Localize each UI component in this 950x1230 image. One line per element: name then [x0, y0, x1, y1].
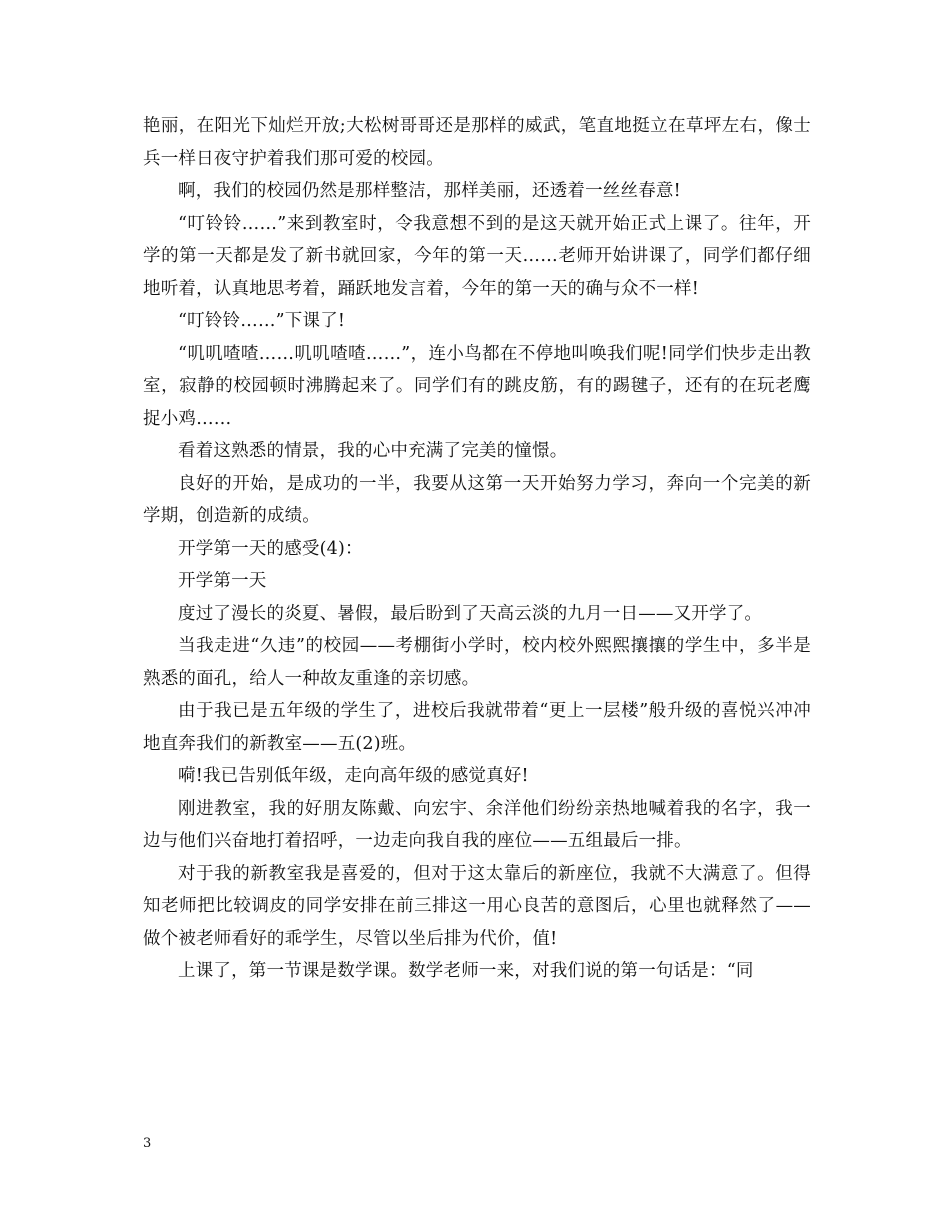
- paragraph-1: 艳丽，在阳光下灿烂开放;大松树哥哥还是那样的威武，笔直地挺立在草坪左右，像士兵一样日夜守护着我们那可爱的校园。: [143, 116, 811, 169]
- page-number: 3: [143, 1136, 152, 1151]
- paragraph-15: 对于我的新教室我是喜爱的，但对于这太靠后的新座位，我就不大满意了。但得知老师把比较调皮的同学安排在前三排这一用心良苦的意图后，心里也就释然了——做个被老师看好的乖学生，尽管以坐后排为代价，值!: [143, 863, 811, 949]
- paragraph-14: 刚进教室，我的好朋友陈戴、向宏宇、余洋他们纷纷亲热地喊着我的名字，我一边与他们兴奋地打着招呼，一边走向我自我的座位——五组最后一排。: [143, 798, 811, 851]
- paragraph-3: “叮铃铃……”来到教室时，令我意想不到的是这天就开始正式上课了。往年，开学的第一天都是发了新书就回家，今年的第一天……老师开始讲课了，同学们都仔细地听着，认真地思考着，踊跃地发言着，今年的第一天的确与众不一样!: [143, 213, 811, 299]
- paragraph-7: 良好的开始，是成功的一半，我要从这第一天开始努力学习，奔向一个完美的新学期，创造新的成绩。: [143, 473, 811, 526]
- paragraph-6: 看着这熟悉的情景，我的心中充满了完美的憧憬。: [178, 441, 568, 461]
- paragraph-2: 啊，我们的校园仍然是那样整洁，那样美丽，还透着一丝丝春意!: [178, 181, 681, 201]
- document-body: [143, 110, 811, 988]
- paragraph-13: 嗬!我已告别低年级，走向高年级的感觉真好!: [178, 766, 529, 786]
- section-heading: 开学第一天的感受(4)：: [178, 538, 363, 559]
- paragraph-12: 由于我已是五年级的学生了，进校后我就带着“更上一层楼”般升级的喜悦兴冲冲地直奔我们的新教室——五(2)班。: [143, 701, 811, 754]
- paragraph-4: “叮铃铃……”下课了!: [178, 311, 346, 331]
- paragraph-5: “叽叽喳喳……叽叽喳喳……”，连小鸟都在不停地叫唤我们呢!同学们快步走出教室，寂静的校园顿时沸腾起来了。同学们有的跳皮筋，有的踢毽子，还有的在玩老鹰捉小鸡……: [143, 343, 811, 429]
- paragraph-10: 度过了漫长的炎夏、暑假，最后盼到了天高云淡的九月一日——又开学了。: [178, 603, 763, 624]
- paragraph-16: 上课了，第一节课是数学课。数学老师一来，对我们说的第一句话是：“同: [178, 961, 754, 981]
- paragraph-11: 当我走进“久违”的校园——考棚街小学时，校内校外熙熙攘攘的学生中，多半是熟悉的面孔，给人一种故友重逢的亲切感。: [143, 636, 811, 689]
- essay-title: 开学第一天: [178, 571, 267, 591]
